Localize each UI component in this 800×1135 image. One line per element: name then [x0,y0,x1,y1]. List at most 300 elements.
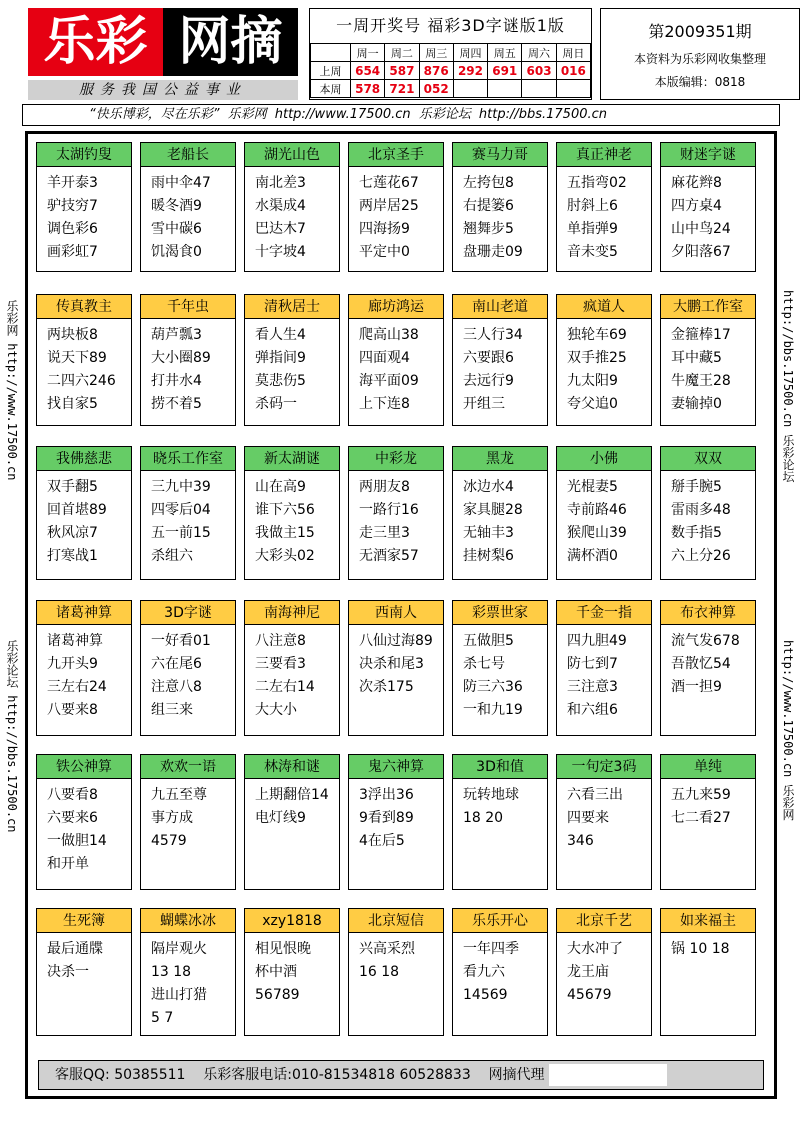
riddle-line: 左挎包8 [463,175,514,191]
riddle-line: 看九六 [463,964,505,980]
riddle-author: 生死簿 [37,909,131,933]
riddle-line: 走三里3 [359,525,410,541]
riddle-line: 龙王庙 [567,964,609,980]
riddle-line: 找自家5 [47,396,98,412]
riddle-author: 我佛慈悲 [37,447,131,471]
footer-agent: 网摘代理 [488,1067,545,1083]
riddle-block [452,142,548,272]
riddle-lines [141,779,235,853]
draw-number: 052 [419,80,453,98]
riddle-line: 大水冲了 [567,941,623,957]
riddle-line: 兴高采烈 [359,941,415,957]
riddle-block [452,908,548,1036]
riddle-line: 独轮车69 [567,327,627,343]
riddle-block [556,446,652,580]
logo-area [28,8,298,100]
riddle-line: 平定中0 [359,244,410,260]
riddle-line: 水渠成4 [255,198,306,214]
riddle-line: 注意八8 [151,679,202,695]
riddle-block [660,754,756,890]
riddle-line: 三要看3 [255,656,306,672]
riddle-block [244,908,340,1036]
riddle-block [660,600,756,736]
riddle-line: 冰边水4 [463,479,514,495]
riddle-line: 挂树梨6 [463,548,514,564]
side-text-right-bottom: http://www.17500.cn 乐彩网 [781,640,795,821]
riddle-author: 太湖钓叟 [37,143,131,167]
riddle-line: 346 [567,833,594,849]
footer-phone: 乐彩客服电话:010-81534818 60528833 [203,1067,471,1083]
riddle-line: 去远行9 [463,373,514,389]
riddle-line: 右提篓6 [463,198,514,214]
riddle-line: 18 20 [463,810,504,826]
riddle-line: 酒一担9 [671,679,722,695]
source-note: 本资料为乐彩网收集整理 [633,52,766,66]
riddle-block [452,294,548,426]
draw-number [453,80,487,98]
riddle-line: 大彩头02 [255,548,315,564]
riddle-lines [453,779,547,830]
riddle-line: 七二看27 [671,810,731,826]
riddle-line: 葫芦瓢3 [151,327,202,343]
riddle-author: 财迷字谜 [661,143,755,167]
day-header: 周五 [488,44,522,62]
riddle-author: 3D和值 [453,755,547,779]
riddle-block [244,754,340,890]
riddle-line: 三人行34 [463,327,523,343]
riddle-line: 十字坡4 [255,244,306,260]
riddle-block [348,754,444,890]
riddle-line: 九五至尊 [151,787,207,803]
riddle-line: 防三六36 [463,679,523,695]
riddle-lines [141,167,235,264]
riddle-line: 和开单 [47,856,89,872]
riddle-line: 八要看8 [47,787,98,803]
riddle-line: 上期翻倍14 [255,787,329,803]
riddle-block [556,600,652,736]
riddle-lines [141,625,235,722]
riddle-line: 说天下89 [47,350,107,366]
riddle-line: 决杀和尾3 [359,656,424,672]
riddle-line: 谁下六56 [255,502,315,518]
riddle-lines [37,779,131,876]
riddle-author: 小佛 [557,447,651,471]
riddle-line: 二左右14 [255,679,315,695]
riddle-block [244,600,340,736]
riddle-block [36,600,132,736]
riddle-line: 金箍棒17 [671,327,731,343]
riddle-lines [661,933,755,961]
riddle-author: 疯道人 [557,295,651,319]
riddle-author: 西南人 [349,601,443,625]
riddle-line: 锅 10 18 [671,941,730,957]
slogan: 服务我国公益事业 [28,80,298,100]
riddle-block [452,446,548,580]
riddle-line: 麻花辫8 [671,175,722,191]
riddle-line: 相见恨晚 [255,941,311,957]
riddle-line: 事方成 [151,810,193,826]
riddle-lines [557,625,651,722]
riddle-author: 如来福主 [661,909,755,933]
riddle-line: 暖冬酒9 [151,198,202,214]
logo-part2: 网摘 [163,8,298,76]
riddle-author: 蝴蝶冰冰 [141,909,235,933]
riddle-line: 八仙过海89 [359,633,433,649]
logo-part1: 乐彩 [28,8,163,76]
riddle-author: 铁公神算 [37,755,131,779]
riddle-line: 弹指间9 [255,350,306,366]
riddle-line: 13 18 [151,964,192,980]
riddle-line: 杯中酒 [255,964,297,980]
riddle-line: 寺前路46 [567,502,627,518]
draw-number: 876 [419,62,453,80]
riddle-block [244,142,340,272]
riddle-line: 一好看01 [151,633,211,649]
side-text-left-top: 乐彩网 http://www.17500.cn [5,300,19,481]
riddle-lines [557,471,651,568]
riddle-block [244,446,340,580]
riddle-line: 次杀175 [359,679,414,695]
riddle-line: 雷雨多48 [671,502,731,518]
riddle-lines [661,319,755,416]
riddle-author: 北京短信 [349,909,443,933]
riddle-line: 决杀一 [47,964,89,980]
issue-number: 第2009351期 [648,22,752,41]
riddle-line: 牛魔王28 [671,373,731,389]
riddle-line: 5 7 [151,1010,174,1026]
riddle-line: 9看到89 [359,810,414,826]
riddle-line: 夸父追0 [567,396,618,412]
riddle-author: 欢欢一语 [141,755,235,779]
riddle-block [140,142,236,272]
riddle-line: 猴爬山39 [567,525,627,541]
riddle-line: 莫悲伤5 [255,373,306,389]
riddle-line: 山在高9 [255,479,306,495]
riddle-block [140,294,236,426]
riddle-author: xzy1818 [245,909,339,933]
riddle-line: 八要来8 [47,702,98,718]
riddle-line: 组三来 [151,702,193,718]
riddle-line: 满杯酒0 [567,548,618,564]
footer-qq: 客服QQ: 50385511 [55,1067,186,1083]
day-header: 周日 [556,44,590,62]
riddle-line: 数手指5 [671,525,722,541]
riddle-line: 雪中碳6 [151,221,202,237]
riddle-line: 盘珊走09 [463,244,523,260]
riddle-author: 大鹏工作室 [661,295,755,319]
riddle-block [348,446,444,580]
riddle-line: 九开头9 [47,656,98,672]
riddle-line: 光棍妻5 [567,479,618,495]
riddle-author: 南海神尼 [245,601,339,625]
riddle-block [36,446,132,580]
riddle-line: 一年四季 [463,941,519,957]
riddle-lines [557,933,651,1007]
riddle-line: 双手推25 [567,350,627,366]
riddle-line: 羊开泰3 [47,175,98,191]
riddle-block [660,446,756,580]
riddle-lines [141,471,235,568]
riddle-line: 三九中39 [151,479,211,495]
side-text-right-top: http://bbs.17500.cn 乐彩论坛 [781,290,795,483]
riddle-block [660,142,756,272]
footer-bar [38,1060,764,1090]
riddle-lines [453,319,547,416]
riddle-block [36,908,132,1036]
riddle-line: 四面观4 [359,350,410,366]
riddle-block [660,908,756,1036]
riddle-lines [557,779,651,853]
riddle-author: 中彩龙 [349,447,443,471]
riddle-lines [37,933,131,984]
riddle-lines [349,779,443,853]
draw-number: 587 [385,62,419,80]
riddle-author: 黑龙 [453,447,547,471]
riddle-line: 六在尾6 [151,656,202,672]
riddle-line: 四要来 [567,810,609,826]
riddle-lines [349,625,443,699]
riddle-line: 六上分26 [671,548,731,564]
riddle-line: 雨中伞47 [151,175,211,191]
riddle-author: 南山老道 [453,295,547,319]
weekly-draw-box [309,8,592,100]
weekly-draw-table [310,43,591,98]
riddle-line: 驴技穷7 [47,198,98,214]
main-frame [25,131,777,1099]
subheader-links[interactable]: “快乐博彩，尽在乐彩” 乐彩网 http://www.17500.cn 乐彩论坛 http://bbs.17500.cn [22,104,780,126]
riddle-line: 妻输掉0 [671,396,722,412]
riddle-lines [245,471,339,568]
riddle-line: 打寒战1 [47,548,98,564]
riddle-line: 八注意8 [255,633,306,649]
riddle-lines [661,471,755,568]
draw-number: 292 [453,62,487,80]
riddle-line: 三注意3 [567,679,618,695]
riddle-line: 画彩虹7 [47,244,98,260]
riddle-line: 隔岸观火 [151,941,207,957]
riddle-line: 翘舞步5 [463,221,514,237]
riddle-line: 两岸居25 [359,198,419,214]
riddle-author: 北京圣手 [349,143,443,167]
riddle-author: 廊坊鸿运 [349,295,443,319]
riddle-line: 我做主15 [255,525,315,541]
riddle-line: 捞不着5 [151,396,202,412]
draw-number [522,80,556,98]
riddle-line: 打井水4 [151,373,202,389]
riddle-lines [453,933,547,1007]
riddle-author: 单纯 [661,755,755,779]
riddle-line: 无酒家57 [359,548,419,564]
row-label: 本周 [311,80,351,98]
header [22,6,780,96]
riddle-line: 两朋友8 [359,479,410,495]
draw-number: 691 [488,62,522,80]
riddle-lines [245,933,339,1007]
riddle-line: 夕阳落67 [671,244,731,260]
riddle-line: 四九胆49 [567,633,627,649]
row-label: 上周 [311,62,351,80]
riddle-author: 千年虫 [141,295,235,319]
riddle-line: 一路行16 [359,502,419,518]
riddle-block [556,142,652,272]
riddle-lines [453,625,547,722]
riddle-line: 爬高山38 [359,327,419,343]
riddle-line: 4579 [151,833,187,849]
riddle-block [452,754,548,890]
riddle-block [556,908,652,1036]
riddle-line: 两块板8 [47,327,98,343]
riddle-block [36,142,132,272]
riddle-line: 海平面09 [359,373,419,389]
riddle-line: 双手翻5 [47,479,98,495]
riddle-line: 巴达木7 [255,221,306,237]
riddle-lines [37,625,131,722]
riddle-block [348,142,444,272]
riddle-author: 布衣神算 [661,601,755,625]
riddle-line: 最后通牒 [47,941,103,957]
riddle-block [244,294,340,426]
riddle-line: 杀组六 [151,548,193,564]
riddle-author: 鬼六神算 [349,755,443,779]
riddle-block [556,754,652,890]
riddle-lines [453,471,547,568]
riddle-lines [349,471,443,568]
riddle-author: 一句定3码 [557,755,651,779]
riddle-lines [245,167,339,264]
riddle-line: 掰手腕5 [671,479,722,495]
riddle-lines [661,625,755,699]
riddle-line: 14569 [463,987,508,1003]
riddle-author: 赛马力哥 [453,143,547,167]
draw-number [488,80,522,98]
riddle-lines [245,319,339,416]
riddle-author: 彩票世家 [453,601,547,625]
riddle-line: 进山打猎 [151,987,207,1003]
riddle-author: 林涛和谜 [245,755,339,779]
riddle-line: 大大小 [255,702,297,718]
riddle-line: 诸葛神算 [47,633,103,649]
riddle-lines [557,167,651,264]
riddle-block [36,294,132,426]
riddle-lines [245,625,339,722]
riddle-lines [141,319,235,416]
day-header: 周四 [453,44,487,62]
draw-number: 578 [351,80,385,98]
riddle-lines [141,933,235,1030]
riddle-line: 六看三出 [567,787,623,803]
riddle-author: 千金一指 [557,601,651,625]
riddle-line: 电灯线9 [255,810,306,826]
riddle-line: 南北差3 [255,175,306,191]
riddle-line: 一做胆14 [47,833,107,849]
riddle-line: 饥渴食0 [151,244,202,260]
riddle-line: 和六组6 [567,702,618,718]
riddle-block [36,754,132,890]
draw-number: 721 [385,80,419,98]
riddle-line: 四海扬9 [359,221,410,237]
agent-blank [549,1064,667,1086]
riddle-block [556,294,652,426]
riddle-lines [37,471,131,568]
riddle-author: 新太湖谜 [245,447,339,471]
riddle-line: 五做胆5 [463,633,514,649]
riddle-author: 晓乐工作室 [141,447,235,471]
riddle-block [140,446,236,580]
riddle-line: 无轴丰3 [463,525,514,541]
riddle-line: 单指弹9 [567,221,618,237]
draw-number: 603 [522,62,556,80]
riddle-block [348,600,444,736]
riddle-line: 二四六246 [47,373,116,389]
riddle-line: 3浮出36 [359,787,414,803]
riddle-line: 一和九19 [463,702,523,718]
riddle-author: 清秋居士 [245,295,339,319]
side-text-left-bottom: 乐彩论坛 http://bbs.17500.cn [5,640,19,833]
riddle-line: 肘斜上6 [567,198,618,214]
riddle-lines [245,779,339,830]
day-header: 周二 [385,44,419,62]
riddle-line: 回首堪89 [47,502,107,518]
riddle-block [660,294,756,426]
riddle-line: 防七到7 [567,656,618,672]
riddle-lines [557,319,651,416]
riddle-block [140,908,236,1036]
riddle-author: 3D字谜 [141,601,235,625]
riddle-line: 56789 [255,987,300,1003]
riddle-line: 4在后5 [359,833,405,849]
riddle-author: 诸葛神算 [37,601,131,625]
riddle-block [348,294,444,426]
riddle-line: 家具腿28 [463,502,523,518]
riddle-line: 杀码一 [255,396,297,412]
riddle-lines [349,319,443,416]
riddle-line: 六要来6 [47,810,98,826]
riddle-line: 开组三 [463,396,505,412]
riddle-block [348,908,444,1036]
riddle-lines [349,167,443,264]
draw-number [556,80,590,98]
riddle-line: 九太阳9 [567,373,618,389]
riddle-block [452,600,548,736]
riddle-line: 杀七号 [463,656,505,672]
riddle-line: 45679 [567,987,612,1003]
riddle-line: 五指弯02 [567,175,627,191]
draw-number: 654 [351,62,385,80]
riddle-lines [661,779,755,830]
riddle-line: 五九来59 [671,787,731,803]
issue-box [600,8,800,100]
riddle-line: 七莲花67 [359,175,419,191]
riddle-lines [661,167,755,264]
draw-number: 016 [556,62,590,80]
riddle-author: 双双 [661,447,755,471]
riddle-block [140,600,236,736]
riddle-line: 秋风凉7 [47,525,98,541]
riddle-author: 北京千艺 [557,909,651,933]
riddle-line: 调色彩6 [47,221,98,237]
logo[interactable] [28,8,298,76]
riddle-lines [37,167,131,264]
riddle-line: 耳中藏5 [671,350,722,366]
riddle-author: 乐乐开心 [453,909,547,933]
riddle-line: 大小圈89 [151,350,211,366]
riddle-lines [453,167,547,264]
weekly-draw-title: 一周开奖号 福彩3D字谜版1版 [336,16,565,35]
riddle-line: 三左右24 [47,679,107,695]
riddle-line: 流气发678 [671,633,740,649]
day-header: 周一 [351,44,385,62]
riddle-lines [37,319,131,416]
